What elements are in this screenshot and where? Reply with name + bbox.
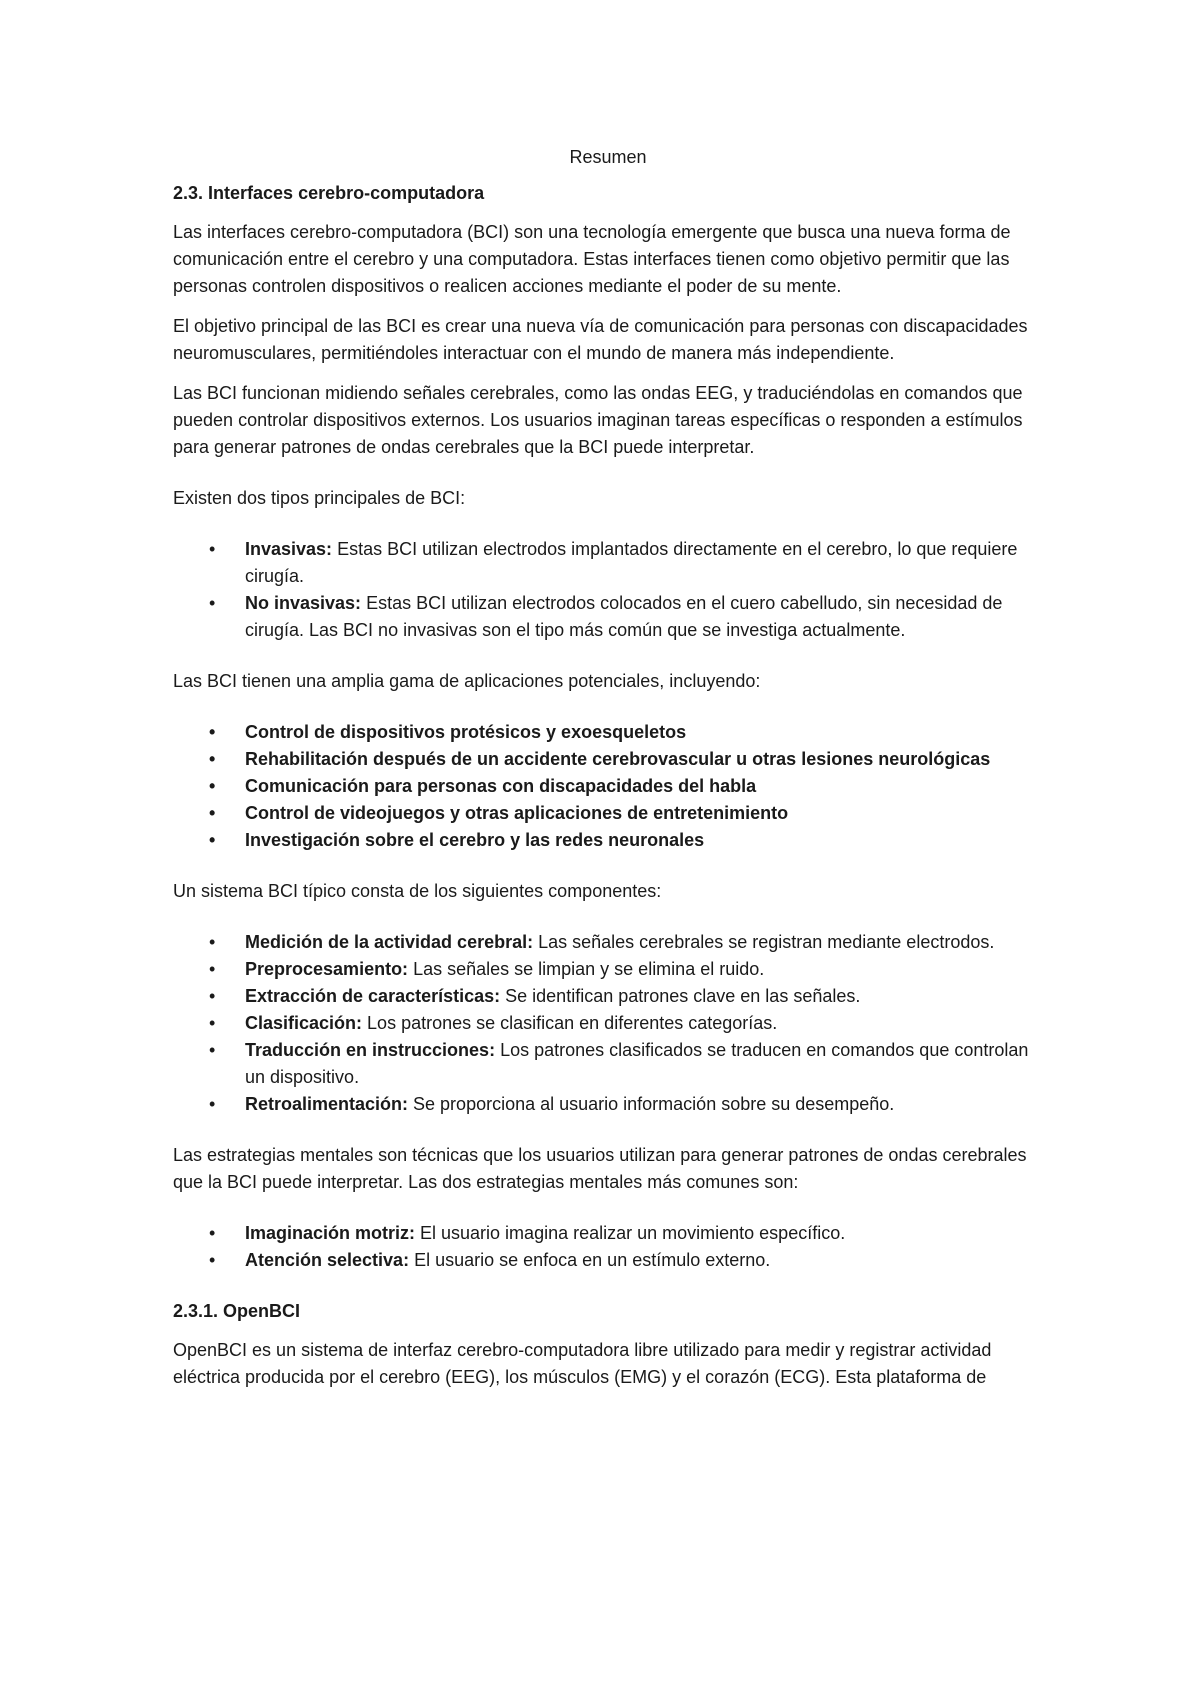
paragraph: OpenBCI es un sistema de interfaz cerebro-computadora libre utilizado para medir y registrar actividad eléctrica producida por el cerebro (EEG), los músculos (EMG) y el corazón (ECG). Esta plataforma de: [173, 1340, 992, 1387]
term-label: Retroalimentación:: [245, 1094, 409, 1114]
list-item: [173, 956, 1043, 983]
list-item: [173, 1010, 1043, 1037]
term-text: Estas BCI utilizan electrodos colocados en el cuero cabelludo, sin necesidad de cirugía. Las BCI no invasivas son el tipo más común que se investiga actualmente.: [245, 593, 1003, 640]
bullet-icon: •: [209, 830, 216, 850]
bullet-icon: •: [209, 1040, 216, 1060]
item-text: Control de videojuegos y otras aplicaciones de entretenimiento: [245, 803, 789, 823]
term-label: Clasificación:: [245, 1013, 363, 1033]
term-text: Se identifican patrones clave en las señales.: [500, 986, 861, 1006]
term-text: Los patrones clasificados se traducen en comandos que controlan un dispositivo.: [245, 1040, 1029, 1087]
bullet-icon: •: [209, 593, 216, 613]
list-item: [173, 1247, 1043, 1274]
term-label: Traducción en instrucciones:: [245, 1040, 496, 1060]
bullet-icon: •: [209, 1250, 216, 1270]
list-item: [173, 746, 1043, 773]
paragraph: Las BCI funcionan midiendo señales cerebrales, como las ondas EEG, y traduciéndolas en comandos que pueden controlar dispositivos externos. Los usuarios imaginan tareas específicas o responden a estímulos para generar patrones de ondas cerebrales que la BCI puede interpretar.: [173, 383, 1023, 457]
item-text: Control de dispositivos protésicos y exoesqueletos: [245, 722, 687, 742]
term-label: Invasivas:: [245, 539, 333, 559]
item-text: Comunicación para personas con discapacidades del habla: [245, 776, 757, 796]
applications-intro: Las BCI tienen una amplia gama de aplicaciones potenciales, incluyendo:: [173, 671, 761, 691]
list-item: [173, 719, 1043, 746]
document-title: Resumen: [569, 147, 647, 167]
term-label: Medición de la actividad cerebral:: [245, 932, 534, 952]
components-list: [173, 929, 1043, 1118]
item-text: Investigación sobre el cerebro y las redes neuronales: [245, 830, 705, 850]
term-label: Atención selectiva:: [245, 1250, 410, 1270]
list-item: [173, 590, 1043, 644]
term-label: No invasivas:: [245, 593, 362, 613]
bullet-icon: •: [209, 1094, 216, 1114]
paragraph: El objetivo principal de las BCI es crear una nueva vía de comunicación para personas con discapacidades neuromusculares, permitiéndoles interactuar con el mundo de manera más independiente.: [173, 316, 1028, 363]
bullet-icon: •: [209, 539, 216, 559]
applications-list: [173, 719, 1043, 854]
bullet-icon: •: [209, 722, 216, 742]
term-text: Los patrones se clasifican en diferentes categorías.: [362, 1013, 778, 1033]
item-text: Rehabilitación después de un accidente cerebrovascular u otras lesiones neurológicas: [245, 749, 991, 769]
bullet-icon: •: [209, 932, 216, 952]
paragraph: Las interfaces cerebro-computadora (BCI) son una tecnología emergente que busca una nueva forma de comunicación entre el cerebro y una computadora. Estas interfaces tienen como objetivo permitir que las personas controlen dispositivos o realicen acciones mediante el poder de su mente.: [173, 222, 1011, 296]
bullet-icon: •: [209, 986, 216, 1006]
term-label: Preprocesamiento:: [245, 959, 409, 979]
bullet-icon: •: [209, 803, 216, 823]
list-item: [173, 1220, 1043, 1247]
list-item: [173, 1037, 1043, 1091]
bullet-icon: •: [209, 776, 216, 796]
term-text: Las señales cerebrales se registran mediante electrodos.: [533, 932, 995, 952]
term-text: Las señales se limpian y se elimina el ruido.: [408, 959, 765, 979]
section-heading: 2.3. Interfaces cerebro-computadora: [173, 183, 485, 203]
strategies-list: [173, 1220, 1043, 1274]
term-text: El usuario se enfoca en un estímulo externo.: [409, 1250, 771, 1270]
types-intro: Existen dos tipos principales de BCI:: [173, 488, 466, 508]
term-label: Extracción de características:: [245, 986, 501, 1006]
bullet-icon: •: [209, 1223, 216, 1243]
bullet-icon: •: [209, 1013, 216, 1033]
strategies-intro: Las estrategias mentales son técnicas que los usuarios utilizan para generar patrones de ondas cerebrales que la BCI puede interpretar. Las dos estrategias mentales más comunes son:: [173, 1145, 1027, 1192]
list-item: [173, 536, 1043, 590]
list-item: [173, 1091, 1043, 1118]
term-text: Se proporciona al usuario información sobre su desempeño.: [408, 1094, 895, 1114]
components-intro: Un sistema BCI típico consta de los siguientes componentes:: [173, 881, 662, 901]
term-text: Estas BCI utilizan electrodos implantados directamente en el cerebro, lo que requiere cirugía.: [245, 539, 1018, 586]
types-list: [173, 536, 1043, 644]
list-item: [173, 827, 1043, 854]
bullet-icon: •: [209, 749, 216, 769]
term-label: Imaginación motriz:: [245, 1223, 416, 1243]
document-content: [173, 144, 1043, 1404]
list-item: [173, 929, 1043, 956]
bullet-icon: •: [209, 959, 216, 979]
list-item: [173, 800, 1043, 827]
term-text: El usuario imagina realizar un movimiento específico.: [415, 1223, 846, 1243]
list-item: [173, 773, 1043, 800]
subsection-heading: 2.3.1. OpenBCI: [173, 1301, 301, 1321]
list-item: [173, 983, 1043, 1010]
